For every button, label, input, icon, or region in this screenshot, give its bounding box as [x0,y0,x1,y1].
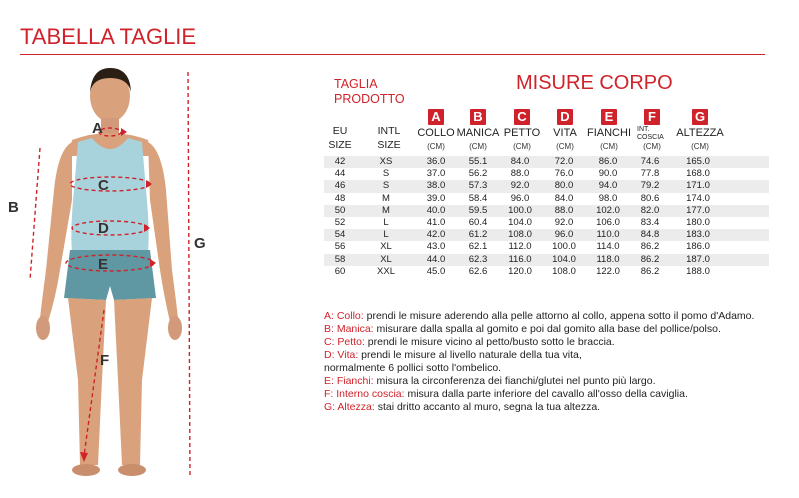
table-cell: 92.0 [554,216,574,228]
table-cell: 80.0 [554,180,574,192]
instruction-line [324,401,794,414]
column-letter-badge: A [428,109,444,125]
table-cell: 186.0 [686,241,710,253]
figure-neck [101,118,119,134]
table-row [324,193,769,205]
table-cell: 114.0 [596,241,620,253]
column-letter-badge: G [692,109,708,125]
instruction-line [324,388,794,401]
table-cell: 108.0 [508,229,532,241]
table-cell: 83.4 [640,216,660,228]
figure-tank-top [71,138,148,252]
column-letter-badge: B [470,109,486,125]
instruction-label: D: Vita: [324,349,359,361]
figure-label-d: D [98,220,109,237]
instruction-line [324,362,794,375]
table-cell: 42.0 [426,229,446,241]
instruction-line [324,349,794,362]
table-cell: L [383,216,389,228]
column-header-manica: B MANICA (CM) [456,109,500,151]
table-cell: 118.0 [596,253,620,265]
table-cell: S [382,180,390,192]
table-row [324,180,769,192]
table-cell: 40.0 [426,204,446,216]
table-cell: 61.2 [468,229,488,241]
table-cell: 38.0 [426,180,446,192]
table-cell: 60 [334,265,346,277]
figure-right-foot [118,464,146,476]
table-cell: 62.1 [468,241,488,253]
table-cell: 116.0 [508,253,532,265]
table-cell: 84.0 [554,192,574,204]
table-row [324,217,769,229]
column-header-altezza: G ALTEZZA (CM) [676,109,724,151]
table-cell: 100.0 [552,241,576,253]
instruction-label: B: Manica: [324,323,374,335]
table-cell: 56.2 [468,168,488,180]
table-cell: 42 [334,156,346,167]
instruction-text: normalmente 6 pollici sotto l'ombelico. [324,362,502,374]
table-cell: 88.0 [554,204,574,216]
figure-left-leg [68,298,106,465]
instruction-label: C: Petto: [324,336,365,348]
column-letter-badge: E [601,109,617,125]
instruction-line [324,375,794,388]
table-cell: 177.0 [686,204,710,216]
table-cell: 86.2 [640,265,660,277]
figure-label-a: A [92,120,103,137]
body-figure-illustration [0,60,230,490]
page-title: TABELLA TAGLIE [20,24,197,49]
figure-left-hand [36,316,50,340]
table-cell: 44 [334,168,346,180]
table-cell: 104.0 [508,216,532,228]
table-cell: 48 [334,192,346,204]
figure-label-f: F [100,352,110,369]
table-row [324,266,769,278]
figure-label-g: G [194,235,206,252]
table-cell: 171.0 [686,180,710,192]
instruction-line [324,323,794,336]
column-letter-badge: C [514,109,530,125]
table-cell: 55.1 [468,156,488,167]
table-cell: 106.0 [596,216,620,228]
table-row [324,254,769,266]
table-cell: 60.4 [468,216,488,228]
table-cell: 188.0 [686,265,710,277]
title-divider [20,54,765,55]
table-cell: 86.2 [640,241,660,253]
table-cell: 96.0 [510,192,530,204]
table-cell: XS [379,156,393,167]
instruction-text: misura la circonferenza dei fianchi/glutei nel punto più largo. [373,375,656,387]
table-cell: 187.0 [686,253,710,265]
arrow-fianchi [150,259,156,267]
table-cell: XL [380,253,392,265]
table-cell: 37.0 [426,168,446,180]
table-cell: 174.0 [686,192,710,204]
column-header-vita: D VITA (CM) [553,109,577,151]
instruction-text: misurare dalla spalla al gomito e poi dal gomito alla base del pollice/polso. [373,323,721,335]
table-cell: 58.4 [468,192,488,204]
instruction-label: G: Altezza: [324,401,375,413]
table-cell: 94.0 [598,180,618,192]
instruction-text: prendi le misure al livello naturale della tua vita, [358,349,582,361]
table-cell: 84.8 [640,229,660,241]
table-cell: 90.0 [598,168,618,180]
column-header-petto: C PETTO (CM) [503,109,541,151]
table-cell: 59.5 [468,204,488,216]
instruction-line [324,336,794,349]
table-cell: 56 [334,241,346,253]
table-cell: 110.0 [596,229,620,241]
table-cell: XXL [377,265,395,277]
instruction-label: A: Collo: [324,310,364,322]
table-cell: 50 [334,204,346,216]
figure-label-b: B [8,199,19,216]
table-cell: 102.0 [596,204,620,216]
figure-right-leg [114,298,152,465]
table-cell: 57.3 [468,180,488,192]
table-cell: XL [380,241,392,253]
column-header-fianchi: E FIANCHI (CM) [587,109,631,151]
table-cell: 112.0 [508,241,532,253]
table-row [324,168,769,180]
intl-size-header: INTL SIZE [377,125,401,151]
figure-right-hand [168,316,182,340]
measure-line-manica [30,148,40,280]
table-cell: 104.0 [552,253,576,265]
table-cell: 86.2 [640,253,660,265]
table-cell: 44.0 [426,253,446,265]
table-cell: L [383,229,389,241]
instruction-line [324,310,794,323]
table-cell: 100.0 [508,204,532,216]
table-cell: 84.0 [510,156,530,167]
figure-label-c: C [98,177,109,194]
instruction-text: prendi le misure aderendo alla pelle attorno al collo, appena sotto il pomo d'Adamo. [363,310,755,322]
measure-line-altezza [188,72,190,478]
column-header-int-coscia: F INT. COSCIA (CM) [637,109,664,151]
table-cell: 41.0 [426,216,446,228]
table-cell: M [382,192,390,204]
table-cell: 54 [334,229,346,241]
table-cell: 74.6 [640,156,660,167]
table-cell: 122.0 [596,265,620,277]
figure-left-foot [72,464,100,476]
table-row [324,241,769,253]
table-cell: 86.0 [598,156,618,167]
size-chart-table [324,156,769,278]
table-row [324,229,769,241]
column-header-collo: A COLLO (CM) [417,109,455,151]
table-cell: 46 [334,180,346,192]
table-cell: 168.0 [686,168,710,180]
measurement-instructions [324,310,794,414]
table-cell: 120.0 [508,265,532,277]
table-cell: 43.0 [426,241,446,253]
table-cell: 36.0 [426,156,446,167]
instruction-text: stai dritto accanto al muro, segna la tua altezza. [374,401,601,413]
instruction-label: F: Interno coscia: [324,388,405,400]
column-letter-badge: D [557,109,573,125]
figure-label-e: E [98,256,109,273]
table-cell: 39.0 [426,192,446,204]
instruction-text: prendi le misure vicino al petto/busto sotto le braccia. [364,336,615,348]
table-cell: 58 [334,253,346,265]
body-measurements-heading: MISURE CORPO [516,72,673,94]
column-letter-badge: F [644,109,660,125]
table-cell: 98.0 [598,192,618,204]
table-cell: 165.0 [686,156,710,167]
table-cell: 62.3 [468,253,488,265]
eu-size-header: EU SIZE [328,125,352,151]
table-cell: 62.6 [468,265,488,277]
table-cell: 183.0 [686,229,710,241]
product-size-heading: TAGLIA PRODOTTO [334,77,405,106]
table-cell: 88.0 [510,168,530,180]
table-cell: 77.8 [640,168,660,180]
table-cell: 76.0 [554,168,574,180]
table-row [324,205,769,217]
table-cell: 45.0 [426,265,446,277]
table-cell: M [382,204,390,216]
table-cell: 92.0 [510,180,530,192]
table-cell: 72.0 [554,156,574,167]
instruction-text: misura dalla parte inferiore del cavallo all'osso della caviglia. [404,388,688,400]
table-cell: 108.0 [552,265,576,277]
table-cell: 52 [334,216,346,228]
instruction-label: E: Fianchi: [324,375,374,387]
table-cell: 82.0 [640,204,660,216]
table-cell: 79.2 [640,180,660,192]
table-cell: 180.0 [686,216,710,228]
table-row [324,156,769,168]
table-cell: 80.6 [640,192,660,204]
table-cell: 96.0 [554,229,574,241]
table-cell: S [382,168,390,180]
